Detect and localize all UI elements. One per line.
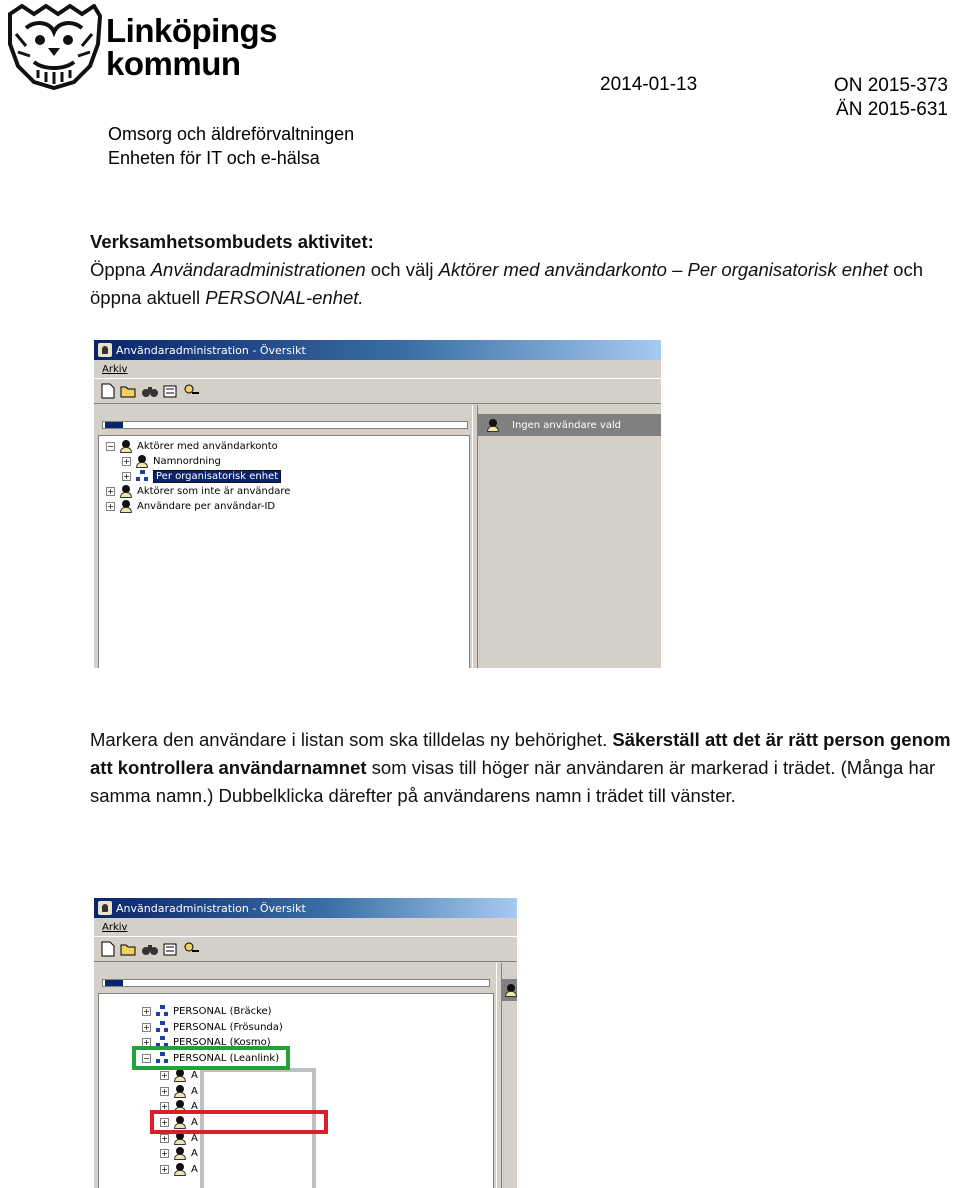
tree-node-label[interactable]: PERSONAL (Bräcke): [173, 1005, 272, 1017]
document-date: 2014-01-13: [600, 74, 698, 95]
lion-crest-icon: [4, 4, 104, 90]
user-icon: [504, 984, 515, 997]
user-icon: [173, 1069, 187, 1082]
user-name-label[interactable]: A: [191, 1116, 198, 1128]
expand-toggle[interactable]: +: [161, 1148, 168, 1158]
horizontal-scrollbar[interactable]: [102, 979, 490, 987]
user-name-label[interactable]: A: [191, 1100, 198, 1112]
department-name: Omsorg och äldreförvaltningen: [108, 124, 355, 144]
window-title: Användaradministration - Översikt: [116, 343, 306, 357]
text-fragment-italic: PERSONAL-enhet.: [205, 287, 364, 308]
expand-toggle[interactable]: +: [107, 486, 114, 496]
tree-node[interactable]: [106, 484, 290, 498]
department-block: [108, 122, 354, 170]
expand-toggle[interactable]: +: [107, 501, 114, 511]
horizontal-scrollbar[interactable]: [102, 421, 468, 429]
instruction-text-1: [90, 256, 956, 312]
toolbar: [94, 379, 661, 404]
expand-toggle[interactable]: +: [161, 1117, 168, 1127]
screenshot-user-admin-tree: [94, 898, 517, 1188]
user-group-icon: [135, 455, 149, 468]
user-name-label[interactable]: A: [191, 1163, 198, 1175]
text-fragment: Markera den användare i listan som ska tilldelas ny behörighet.: [90, 729, 613, 750]
reference-on: ON 2015-373: [833, 75, 948, 96]
org-unit-icon: [155, 1005, 169, 1017]
user-icon: [173, 1085, 187, 1098]
expand-toggle[interactable]: +: [143, 1022, 150, 1032]
open-folder-icon[interactable]: [119, 381, 139, 401]
instruction-paragraph-2: [90, 726, 956, 810]
user-group-icon: [119, 440, 133, 453]
text-fragment: och öppna aktuell: [90, 259, 924, 308]
logo-wordmark: [106, 14, 277, 80]
menu-bar: [94, 360, 661, 379]
app-icon: [98, 343, 112, 357]
user-name-label[interactable]: A: [191, 1132, 198, 1144]
tree-node-label[interactable]: Aktörer med användarkonto: [137, 440, 278, 452]
user-row[interactable]: [160, 1162, 198, 1176]
user-group-icon: [119, 485, 133, 498]
expand-toggle[interactable]: +: [123, 471, 130, 481]
tree-node-personal[interactable]: [142, 1004, 272, 1018]
expand-toggle[interactable]: +: [161, 1133, 168, 1143]
no-user-selected-label: Ingen användare vald: [512, 419, 622, 431]
tree-node-label[interactable]: Per organisatorisk enhet: [153, 470, 281, 483]
tree-node[interactable]: [106, 439, 278, 453]
tree-node-personal[interactable]: [142, 1020, 283, 1034]
right-pane: [478, 405, 661, 668]
tree-node-label[interactable]: Användare per användar-ID: [137, 500, 276, 512]
user-details-header: [502, 979, 517, 1001]
scroll-thumb[interactable]: [105, 980, 123, 986]
window-title: Användaradministration - Översikt: [116, 901, 306, 915]
key-user-icon[interactable]: [182, 381, 202, 401]
screenshot-user-admin-overview: [94, 340, 661, 668]
logo-line-1: Linköpings: [106, 12, 277, 49]
binoculars-icon[interactable]: [140, 381, 160, 401]
logo-line-2: kommun: [106, 45, 241, 82]
collapse-toggle[interactable]: −: [143, 1053, 150, 1063]
menu-arkiv[interactable]: Arkiv: [102, 921, 128, 933]
text-fragment-italic: Användaradministrationen: [150, 259, 366, 280]
tree-node[interactable]: [122, 454, 221, 468]
expand-toggle[interactable]: +: [161, 1164, 168, 1174]
binoculars-icon[interactable]: [140, 939, 160, 959]
properties-icon[interactable]: [161, 939, 181, 959]
scroll-thumb[interactable]: [105, 422, 123, 428]
unit-name: Enheten för IT och e-hälsa: [108, 148, 320, 168]
org-unit-icon: [135, 470, 149, 482]
user-icon: [173, 1163, 187, 1176]
tree-node-label[interactable]: PERSONAL (Kosmo): [173, 1036, 271, 1048]
user-group-icon: [119, 500, 133, 513]
expand-toggle[interactable]: +: [143, 1006, 150, 1016]
reference-numbers: [834, 74, 948, 122]
menu-bar: [94, 918, 517, 937]
user-row[interactable]: [160, 1084, 198, 1098]
expand-toggle[interactable]: +: [161, 1086, 168, 1096]
collapse-toggle[interactable]: −: [107, 441, 114, 451]
user-name-label[interactable]: A: [191, 1147, 198, 1159]
text-fragment: som visas till höger när användaren är markerad i trädet. (Många har samma namn.) Dubbelklicka därefter på användarens namn i trädet till vänster.: [90, 757, 936, 806]
tree-node-selected[interactable]: [122, 469, 281, 483]
text-fragment: och välj: [365, 259, 439, 280]
user-row[interactable]: [160, 1146, 198, 1160]
org-unit-icon: [155, 1021, 169, 1033]
expand-toggle[interactable]: +: [161, 1101, 168, 1111]
open-folder-icon[interactable]: [119, 939, 139, 959]
window-titlebar: [94, 340, 661, 360]
reference-an: ÄN 2015-631: [836, 99, 948, 120]
highlight-red-box: [150, 1110, 328, 1134]
menu-arkiv[interactable]: Arkiv: [102, 363, 128, 375]
tree-node-label[interactable]: Namnordning: [153, 455, 221, 467]
user-icon: [486, 419, 500, 432]
toolbar: [94, 937, 517, 962]
text-fragment-italic: Aktörer med användarkonto – Per organisatorisk enhet: [438, 259, 889, 280]
tree-node-label[interactable]: PERSONAL (Frösunda): [173, 1021, 283, 1033]
user-icon: [173, 1147, 187, 1160]
user-row[interactable]: [160, 1068, 198, 1082]
window-titlebar: [94, 898, 517, 918]
user-name-label[interactable]: A: [191, 1085, 198, 1097]
text-fragment: Öppna: [90, 259, 151, 280]
new-document-icon[interactable]: [98, 381, 118, 401]
new-document-icon[interactable]: [98, 939, 118, 959]
tree-node-label[interactable]: PERSONAL (Leanlink): [173, 1052, 280, 1064]
key-user-icon[interactable]: [182, 939, 202, 959]
section-heading: Verksamhetsombudets aktivitet:: [90, 231, 374, 252]
app-icon: [98, 901, 112, 915]
tree-node[interactable]: [106, 499, 275, 513]
expand-toggle[interactable]: +: [123, 456, 130, 466]
expand-toggle[interactable]: +: [161, 1070, 168, 1080]
instruction-paragraph-1: [90, 228, 956, 312]
text-fragment-bold: Säkerställ att det är rätt person genom att kontrollera användarnamnet: [90, 729, 951, 778]
properties-icon[interactable]: [161, 381, 181, 401]
tree-node-label[interactable]: Aktörer som inte är användare: [137, 485, 291, 497]
highlight-green-box: [132, 1046, 290, 1070]
expand-toggle[interactable]: +: [143, 1037, 150, 1047]
right-pane: [502, 963, 517, 1188]
user-details-header: [478, 414, 661, 436]
user-name-label[interactable]: A: [191, 1069, 198, 1081]
